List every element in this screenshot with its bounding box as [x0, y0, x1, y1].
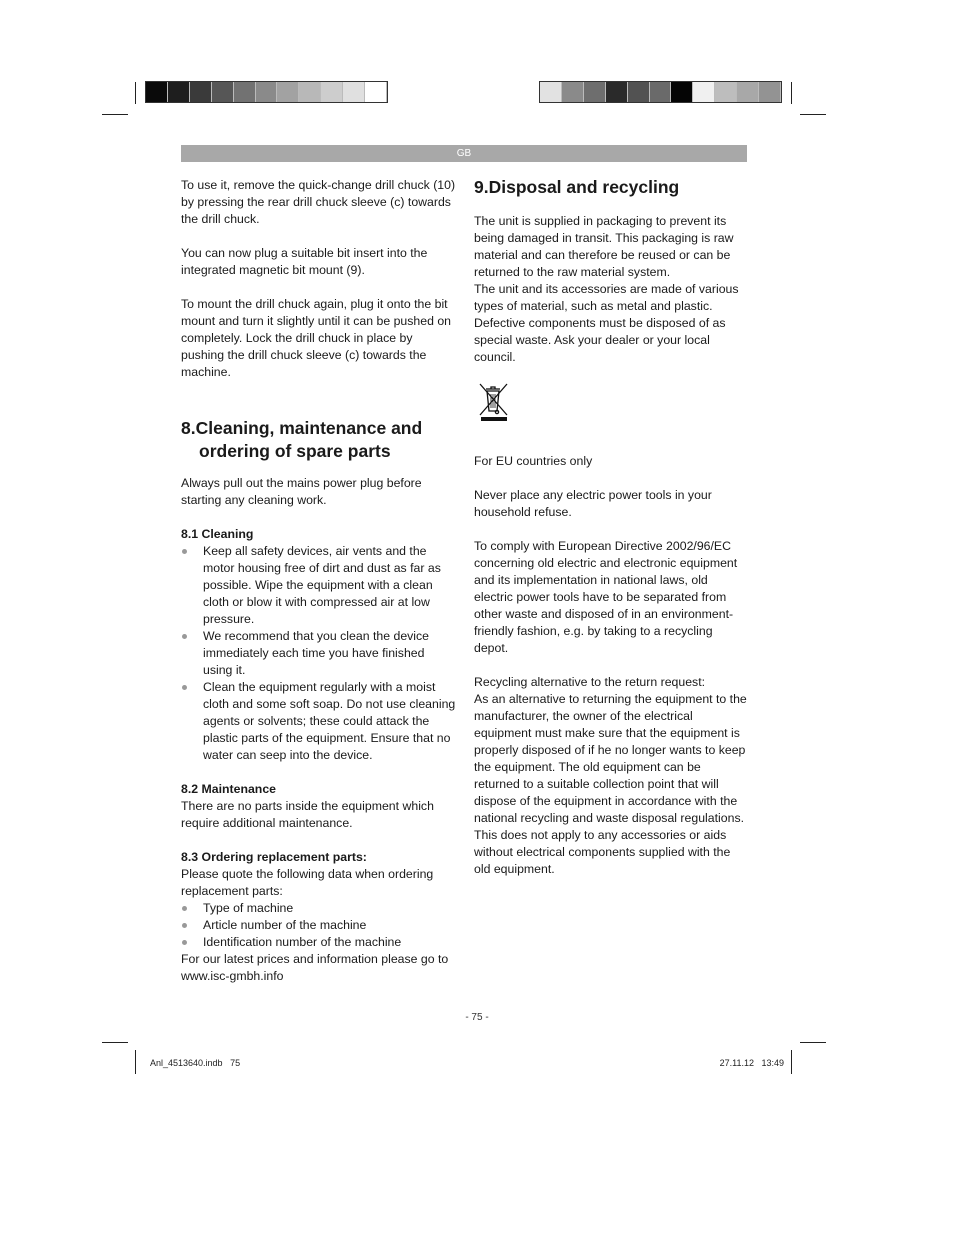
disposal-paragraph: The unit is supplied in packaging to prevent its being damaged in transit. This packaging is raw material and can therefore be reused or can be returned to the raw material system. [474, 214, 734, 279]
intro-paragraph: You can now plug a suitable bit insert into the integrated magnetic bit mount (9). [181, 246, 428, 277]
weee-bin-icon [474, 381, 512, 421]
color-swatch [299, 82, 321, 102]
section-title-line: ordering of spare parts [199, 441, 391, 461]
color-swatch [212, 82, 234, 102]
color-swatch [365, 82, 387, 102]
color-swatch [606, 82, 628, 102]
section-8-heading [181, 417, 457, 463]
cleaning-list [181, 543, 457, 764]
color-swatch [540, 82, 562, 102]
footer-file-label: Anl_4513640.indb 75 [150, 1058, 241, 1068]
crop-mark [800, 114, 826, 115]
ordering-intro: Please quote the following data when ordering replacement parts: [181, 867, 434, 898]
list-item: We recommend that you clean the device immediately each time you have finished using it. [181, 628, 457, 679]
color-calibration-bar-right [539, 81, 782, 103]
color-swatch [277, 82, 299, 102]
section-title-line: Cleaning, maintenance and [195, 418, 423, 438]
list-item: Keep all safety devices, air vents and the motor housing free of dirt and dust as far as possible. Wipe the equipment with a clean cloth or blow it with compressed air at low pressure. [181, 543, 457, 628]
list-item: Identification number of the machine [181, 934, 457, 951]
crop-mark [102, 114, 128, 115]
ordering-outro: For our latest prices and information please go to www.isc-gmbh.info [181, 952, 449, 983]
list-item: Clean the equipment regularly with a moist cloth and some soft soap. Do not use cleaning agents or solvents; these could attack the plastic parts of the equipment. Ensure that no water can seep into the device. [181, 679, 457, 764]
list-item: Article number of the machine [181, 917, 457, 934]
section-number: 9. [474, 177, 489, 197]
disposal-paragraph: Never place any electric power tools in your household refuse. [474, 488, 712, 519]
footer-date-label: 27.11.12 13:49 [719, 1058, 784, 1068]
subsection-heading: 8.2 Maintenance [181, 782, 276, 796]
subsection-heading: 8.3 Ordering replacement parts: [181, 850, 367, 864]
disposal-paragraph: As an alternative to returning the equipment to the manufacturer, the owner of the electrical equipment must make sure that the equipment is properly disposed of if he no longer wants to keep the equipment. The old equipment can be returned to a suitable collection point that will dispose of the equipment in accordance with the national recycling and waste disposal regulations. This does not apply to any accessories or aids without electrical components supplied with the old equipment. [474, 692, 747, 876]
crop-mark [791, 82, 792, 104]
subsection-heading: 8.1 Cleaning [181, 527, 254, 541]
intro-paragraph: To mount the drill chuck again, plug it onto the bit mount and turn it slightly until it can be pushed on completely. Lock the drill chuck in place by pushing the drill chuck sleeve (c) towards the machine. [181, 297, 452, 379]
color-swatch [650, 82, 672, 102]
disposal-paragraph: The unit and its accessories are made of various types of material, such as metal and plastic. Defective components must be disposed of as special waste. Ask your dealer or your local council. [474, 282, 739, 364]
section-number: 8. [181, 418, 196, 438]
section-intro: Always pull out the mains power plug before starting any cleaning work. [181, 476, 422, 507]
color-calibration-bar-left [145, 81, 388, 103]
maintenance-text: There are no parts inside the equipment which require additional maintenance. [181, 799, 434, 830]
right-column [474, 176, 748, 878]
color-swatch [234, 82, 256, 102]
intro-paragraph: To use it, remove the quick-change drill chuck (10) by pressing the rear drill chuck sleeve (c) towards the drill chuck. [181, 178, 456, 226]
color-swatch [168, 82, 190, 102]
language-header-bar [181, 145, 747, 162]
crop-mark [791, 1050, 792, 1074]
color-swatch [628, 82, 650, 102]
page-number: - 75 - [465, 1012, 489, 1023]
eu-only-note: For EU countries only [474, 454, 593, 468]
color-swatch [146, 82, 168, 102]
recycling-title: Recycling alternative to the return request: [474, 675, 706, 689]
crop-mark [135, 82, 136, 104]
color-swatch [343, 82, 365, 102]
ordering-list [181, 900, 457, 951]
color-swatch [671, 82, 693, 102]
section-9-heading [474, 176, 748, 199]
color-swatch [256, 82, 278, 102]
section-title: Disposal and recycling [488, 177, 680, 197]
color-swatch [737, 82, 759, 102]
color-swatch [759, 82, 781, 102]
disposal-paragraph: To comply with European Directive 2002/96/EC concerning old electric and electronic equipment and its implementation in national laws, old electric power tools have to be separated from other waste and disposed of in an environment-friendly fashion, e.g. by taking to a recycling depot. [474, 539, 738, 655]
color-swatch [190, 82, 212, 102]
language-label: GB [456, 148, 472, 159]
color-swatch [693, 82, 715, 102]
crop-mark [135, 1050, 136, 1074]
list-item: Type of machine [181, 900, 457, 917]
color-swatch [715, 82, 737, 102]
crop-mark [800, 1042, 826, 1043]
crop-mark [102, 1042, 128, 1043]
left-column [181, 177, 457, 985]
color-swatch [584, 82, 606, 102]
color-swatch [562, 82, 584, 102]
color-swatch [321, 82, 343, 102]
